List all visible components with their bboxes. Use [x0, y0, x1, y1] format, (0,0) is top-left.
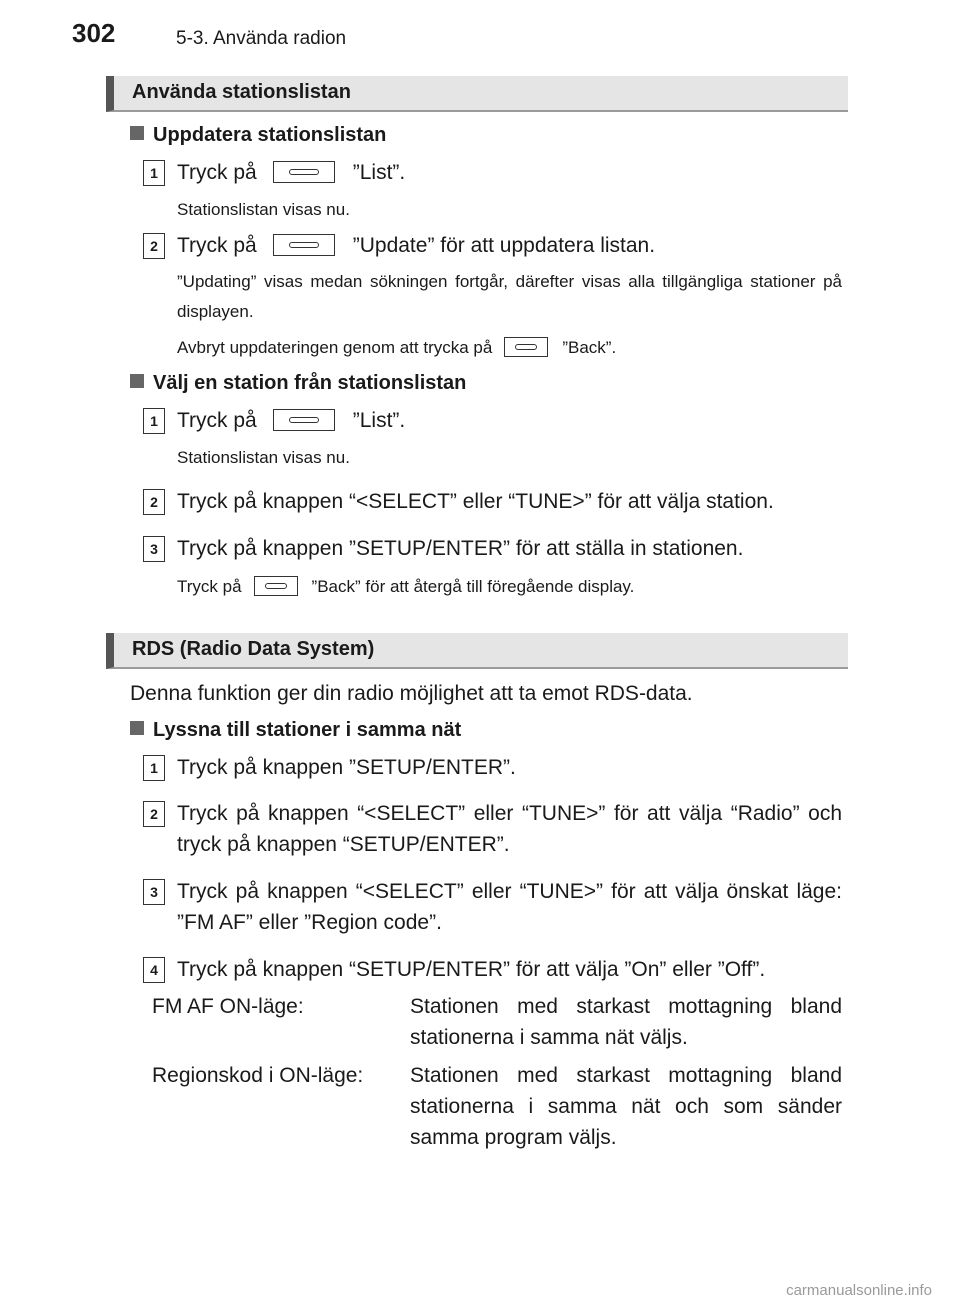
step-number: 2 [143, 233, 165, 259]
note-text-post: ”Back”. [562, 338, 617, 357]
update-button-icon [273, 234, 335, 256]
section-title: RDS (Radio Data System) [132, 638, 375, 660]
step-number: 2 [143, 801, 165, 827]
definition-value: Stationen med starkast mottagning bland stationerna i samma nät och som sänder samma program väljs. [410, 1064, 842, 1149]
subheading-text: Välj en station från stationslistan [153, 372, 467, 394]
step-text-post: ”Update” för att uppdatera listan. [352, 234, 656, 257]
definition-label: FM AF ON-läge: [152, 995, 304, 1018]
step-number: 3 [143, 536, 165, 562]
definition-label: Regionskod i ON-läge: [152, 1064, 364, 1087]
step-text: Tryck på knappen ”SETUP/ENTER”. [177, 756, 516, 779]
list-button-icon [273, 409, 335, 431]
chapter-title: 5-3. Använda radion [176, 28, 347, 49]
section-title: Använda stationslistan [132, 81, 351, 103]
note-text-pre: Avbryt uppdateringen genom att trycka på [177, 338, 493, 357]
note-text-pre: Tryck på [177, 577, 242, 596]
subheading-valj-station [130, 372, 466, 395]
subheading-uppdatera [130, 124, 386, 147]
subheading-text: Uppdatera stationslistan [153, 124, 387, 146]
page-number: 302 [72, 18, 116, 48]
definition-value: Stationen med starkast mottagning bland stationerna i samma nät väljs. [410, 995, 842, 1049]
step-number: 2 [143, 489, 165, 515]
back-button-icon [504, 337, 548, 357]
section-header-rds [106, 633, 848, 669]
step-number: 1 [143, 160, 165, 186]
square-bullet-icon [130, 126, 144, 140]
step-number: 4 [143, 957, 165, 983]
watermark: carmanualsonline.info [786, 1282, 932, 1299]
step-text-post: ”List”. [352, 161, 406, 184]
section-header-stationslistan [106, 76, 848, 112]
step-number: 1 [143, 755, 165, 781]
step-text-pre: Tryck på [177, 409, 257, 432]
square-bullet-icon [130, 721, 144, 735]
list-button-icon [273, 161, 335, 183]
step-number: 1 [143, 408, 165, 434]
step-text: Tryck på knappen ”SETUP/ENTER” för att ställa in stationen. [177, 537, 744, 560]
step-text: Tryck på knappen “<SELECT” eller “TUNE>” för att välja önskat läge: ”FM AF” eller ”Region code”. [177, 880, 842, 934]
step-text: Tryck på knappen “<SELECT” eller “TUNE>” för att välja station. [177, 490, 774, 513]
step-text: Tryck på knappen “<SELECT” eller “TUNE>” för att välja “Radio” och tryck på knappen “SETUP/ENTER”. [177, 802, 842, 856]
step-text-pre: Tryck på [177, 161, 257, 184]
subheading-lyssna [130, 719, 461, 742]
step-text [177, 161, 405, 185]
step-text-pre: Tryck på [177, 234, 257, 257]
step-note: Stationslistan visas nu. [177, 448, 350, 467]
back-button-icon [254, 576, 298, 596]
step-number: 3 [143, 879, 165, 905]
step-note [177, 337, 616, 358]
step-note: ”Updating” visas medan sökningen fortgår, därefter visas alla tillgängliga stationer på displayen. [177, 272, 842, 321]
step-text [177, 234, 655, 258]
step-note [177, 576, 634, 597]
subheading-text: Lyssna till stationer i samma nät [153, 719, 462, 741]
intro-paragraph: Denna funktion ger din radio möjlighet att ta emot RDS-data. [130, 682, 693, 705]
step-text-post: ”List”. [352, 409, 406, 432]
step-text [177, 409, 405, 433]
step-text: Tryck på knappen “SETUP/ENTER” för att välja ”On” eller ”Off”. [177, 958, 766, 981]
square-bullet-icon [130, 374, 144, 388]
note-text-post: ”Back” för att återgå till föregående display. [311, 577, 635, 596]
step-note: Stationslistan visas nu. [177, 200, 350, 219]
